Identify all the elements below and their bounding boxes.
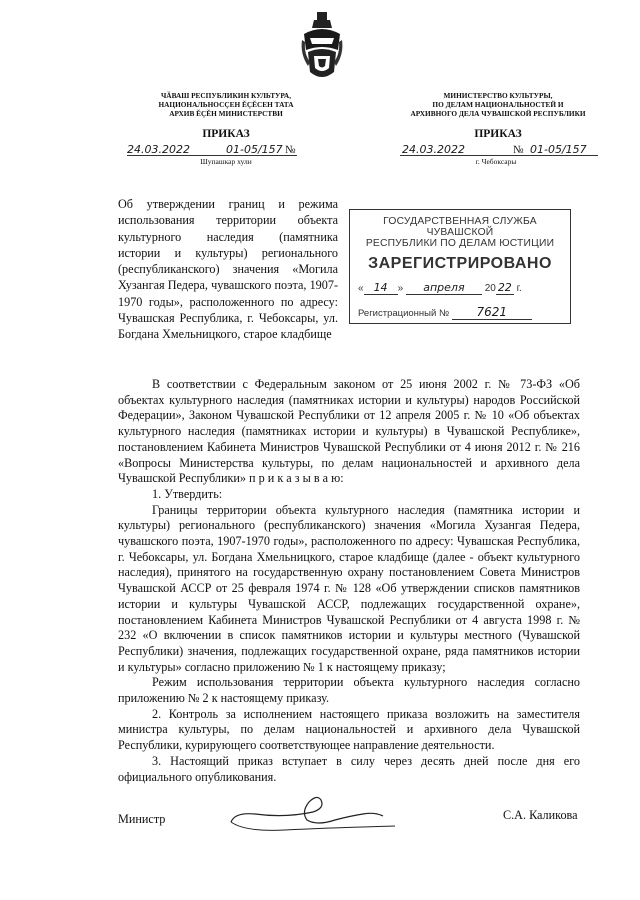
handwritten-signature [225,790,400,845]
body-paragraph: 1. Утвердить: [152,486,223,501]
body-paragraph: 2. Контроль за исполнением настоящего приказа возложить на заместителя министра культуры, по делам национальностей и архивного дела Чувашской Республики, курирующего соответствующее направление деятельности. [118,706,580,753]
city-left: Шупашкар хули [200,157,252,166]
ministry-name-line: МИНИСТЕРСТВО КУЛЬТУРЫ, [443,91,553,100]
ministry-name-russian [378,91,618,118]
order-number-right: 01-05/157 [530,143,587,156]
order-date-left: 24.03.2022 [127,143,190,156]
stamp-day: 14 [364,281,398,295]
body-paragraph: В соответствии с Федеральным законом от 25 июня 2002 г. № 73-ФЗ «Об объектах культурного наследия (памятниках истории и культуры) народов Российской Федерации», Законом Чувашской Республики от 12 апреля 2005 г. № 10 «Об объектах культурного наследия (памятниках истории и культуры) в Чувашской Республике», постановлением Кабинета Министров Чувашской Республики от 4 июня 2012 г. № 216 «Вопросы Министерства культуры, по делам национальностей и архивного дела Чувашской Республики» п р и к а з ы в а ю: [118,377,580,486]
stamp-date: « 14 » апреля 20 22 г. [358,281,522,294]
ministry-name-chuvash [126,91,326,118]
stamp-reg-number: 7621 [452,305,532,320]
signer-position: Министр [118,812,166,826]
stamp-agency-line: РЕСПУБЛИКИ ПО ДЕЛАМ ЮСТИЦИИ [365,238,555,249]
ministry-name-line: ПО ДЕЛАМ НАЦИОНАЛЬНОСТЕЙ И [432,100,564,109]
stamp-registered: ЗАРЕГИСТРИРОВАНО [368,255,552,272]
divider [127,155,297,156]
ministry-name-line: НАЦИОНАЛЬНОСÇЕН ĔÇĔСЕН ТАТА [158,100,294,109]
emblem-icon [300,10,344,86]
stamp-year-prefix: 20 [484,283,496,294]
stamp-agency-line: ГОСУДАРСТВЕННАЯ СЛУЖБА ЧУВАШСКОЙ [383,216,537,238]
city-right: г. Чебоксары [475,157,517,166]
body-paragraph: Границы территории объекта культурного наследия (памятника истории и культуры) регионального (республиканского) значения «Могила Хузангая Педера, чувашского поэта, 1907-1970 годы», расположенного по адресу: Чувашская Республика, г. Чебоксары, ул. Богдана Хмельницкого, старое кладбище (далее - объект культурного наследия), принятого на государственную охрану постановлением Совета Министров Чувашской АССР от 25 февраля 1974 г. № 128 «Об утверждении списков памятников истории и культуры Чувашской АССР, подлежащих государственной охране», постановлением Кабинета Министров Чувашской Республики от 4 августа 1998 г. № 232 «О включении в список памятников истории и культуры местного (Чувашской Республики) значения, подлежащих государственной охране, ряда памятников истории и культуры» согласно приложению № 1 к настоящему приказу; [118,502,580,674]
registration-stamp [349,209,571,324]
order-date-right: 24.03.2022 [402,143,465,156]
ministry-name-line: АРХИВ ĔÇĔН МИНИСТЕРСТВИ [169,109,283,118]
order-body [118,377,580,785]
divider [400,155,598,156]
body-paragraph: Режим использования территории объекта культурного наследия согласно приложению № 2 к настоящему приказу. [118,675,580,706]
order-title-left: ПРИКАЗ [202,128,250,140]
order-subject: Об утверждении границ и режима использования территории объекта культурного наследия (памятника истории и культуры) регионального (республиканского) значения «Могила Хузангая Педера, чувашского поэта, 1907-1970 годы», расположенного по адресу: Чувашская Республика, г. Чебоксары, ул. Богдана Хмельницкого, старое кладбище [118,197,338,342]
body-paragraph: 3. Настоящий приказ вступает в силу через десять дней после дня его официального опубликования. [118,753,580,784]
number-sign-left: № [285,144,296,156]
stamp-reg-number-row [358,305,562,320]
order-title-right: ПРИКАЗ [474,128,522,140]
stamp-year: 22 [497,281,512,294]
ministry-name-line: ЧӐВАШ РЕСПУБЛИКИН КУЛЬТУРА, [160,91,292,100]
ministry-name-line: АРХИВНОГО ДЕЛА ЧУВАШСКОЙ РЕСПУБЛИКИ [410,109,586,118]
stamp-reg-label: Регистрационный № [358,308,450,319]
number-sign-right: № [513,144,524,156]
stamp-year-unit: г. [516,283,522,294]
stamp-month: апреля [406,281,482,295]
signer-name: С.А. Каликова [503,808,578,822]
order-number-left: 01-05/157 [226,143,283,156]
